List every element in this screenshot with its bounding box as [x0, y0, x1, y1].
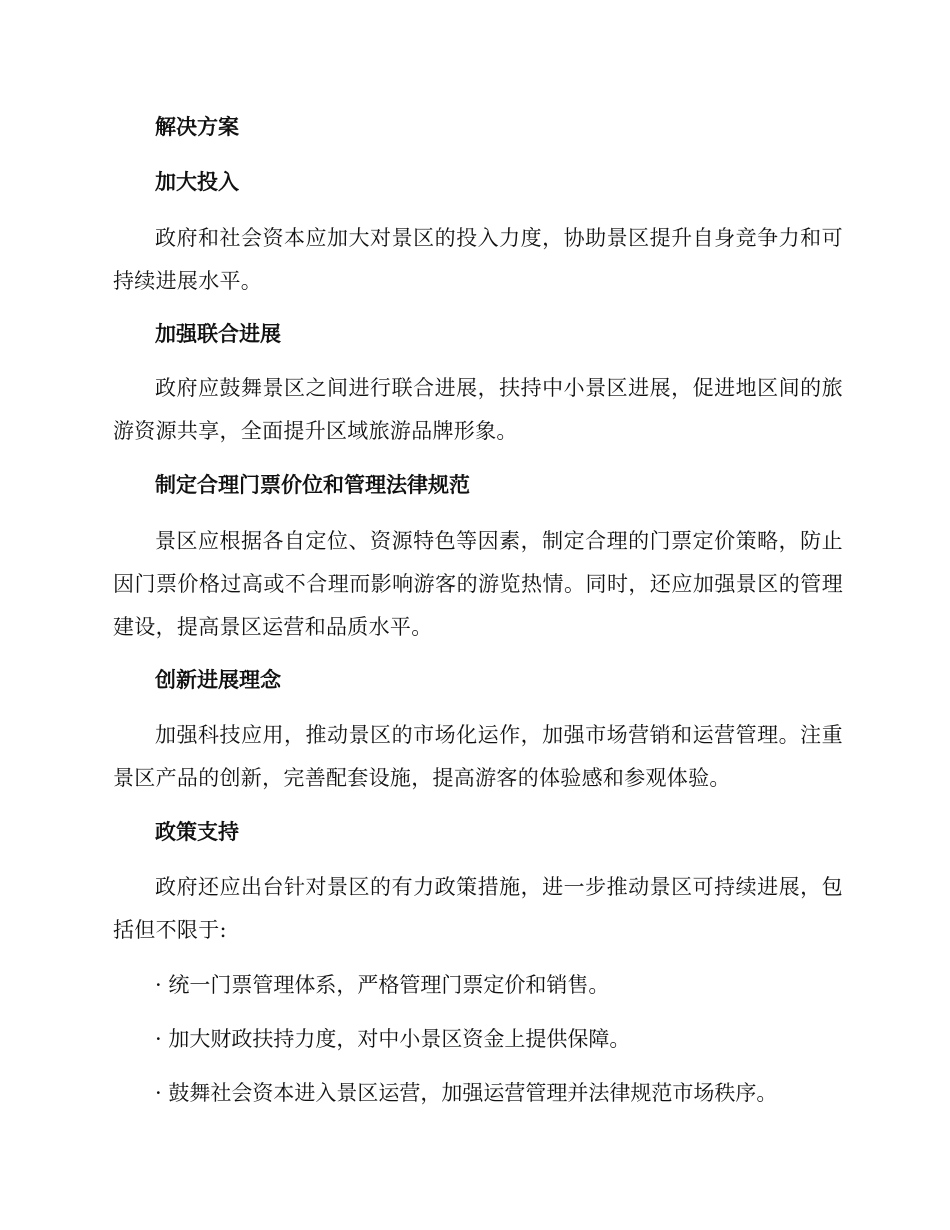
paragraph-joint-development: 政府应鼓舞景区之间进行联合进展，扶持中小景区进展，促进地区间的旅游资源共享，全面提升区域旅游品牌形象。: [113, 376, 843, 443]
bullet-item: · 鼓舞社会资本进入景区运营，加强运营管理并法律规范市场秩序。: [155, 1081, 778, 1105]
heading-policy-support: 政策支持: [155, 820, 239, 844]
paragraph-policy-support: 政府还应出台针对景区的有力政策措施，进一步推动景区可持续进展，包括但不限于:: [113, 875, 843, 942]
paragraph-ticket-pricing: 景区应根据各自定位、资源特色等因素，制定合理的门票定价策略，防止因门票价格过高或不合理而影响游客的游览热情。同时，还应加强景区的管理建设，提高景区运营和品质水平。: [113, 529, 843, 639]
heading-joint-development: 加强联合进展: [155, 322, 281, 346]
paragraph-increase-investment: 政府和社会资本应加大对景区的投入力度，协助景区提升自身竞争力和可持续进展水平。: [113, 226, 843, 293]
bullet-item: · 统一门票管理体系，严格管理门票定价和销售。: [155, 973, 610, 997]
paragraph-innovation: 加强科技应用，推动景区的市场化运作，加强市场营销和运营管理。注重景区产品的创新，完善配套设施，提高游客的体验感和参观体验。: [113, 723, 843, 790]
heading-innovation: 创新进展理念: [155, 668, 281, 692]
bullet-item: · 加大财政扶持力度，对中小景区资金上提供保障。: [155, 1027, 631, 1051]
heading-increase-investment: 加大投入: [155, 170, 239, 194]
heading-ticket-pricing: 制定合理门票价位和管理法律规范: [155, 473, 470, 497]
section-title: 解决方案: [155, 115, 239, 139]
